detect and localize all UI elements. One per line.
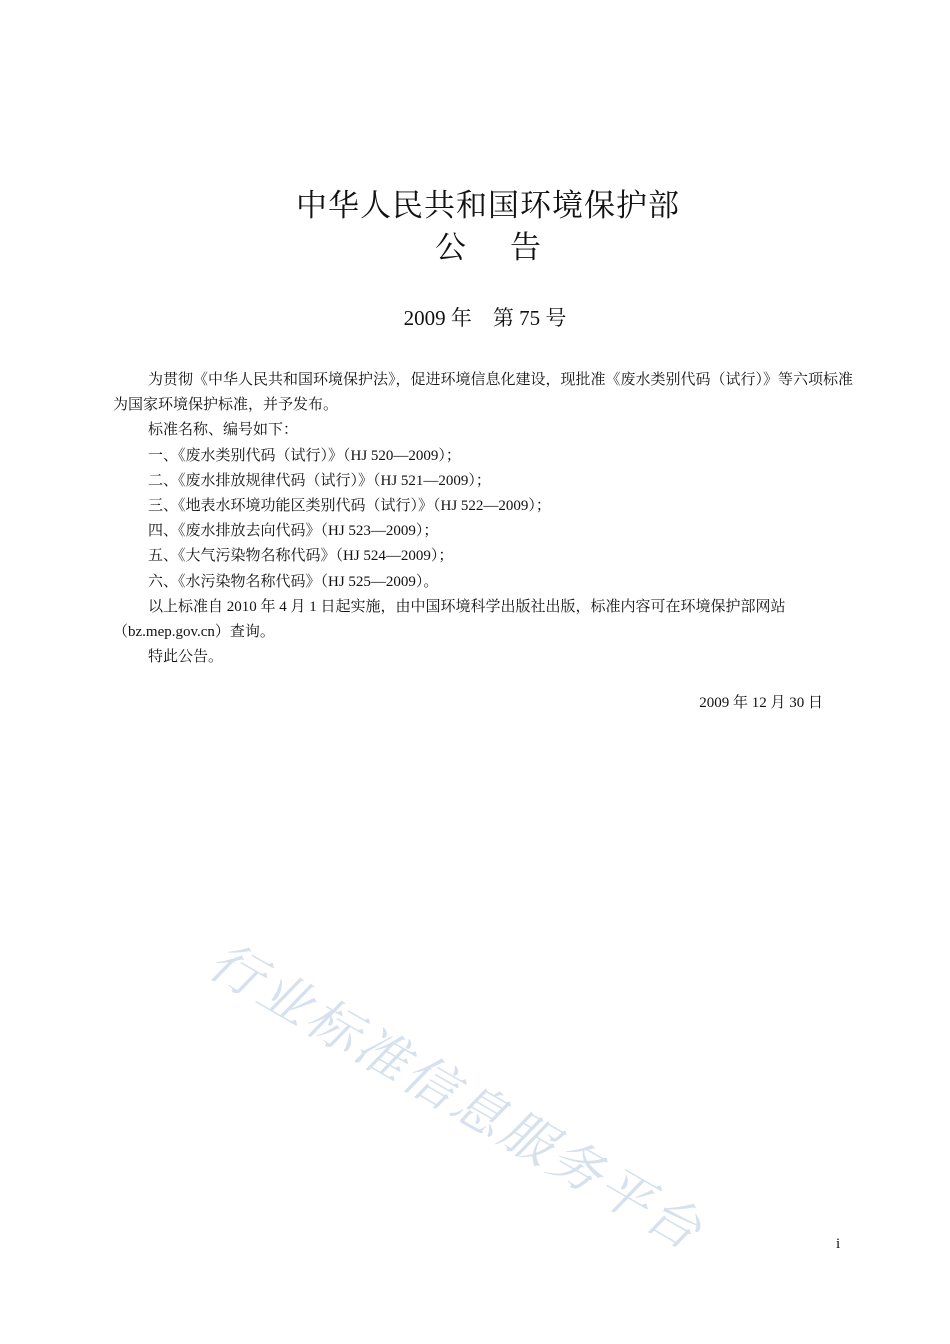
list-item: 四、《废水排放去向代码》（HJ 523—2009）； bbox=[148, 523, 439, 540]
list-item: 一、《废水类别代码（试行）》（HJ 520—2009）； bbox=[148, 447, 461, 464]
announcement-body bbox=[113, 368, 863, 670]
list-item: 三、《地表水环境功能区类别代码（试行）》（HJ 522—2009）； bbox=[148, 498, 551, 515]
list-heading: 标准名称、编号如下： bbox=[148, 422, 299, 439]
announcement-subtitle bbox=[0, 228, 950, 268]
page-number: i bbox=[836, 1236, 841, 1252]
list-item: 二、《废水排放规律代码（试行）》（HJ 521—2009）； bbox=[148, 472, 491, 489]
watermark: 行业标准信息服务平台 bbox=[198, 931, 714, 1264]
intro-paragraph: 为贯彻《中华人民共和国环境保护法》，促进环境信息化建设，现批准《废水类别代码（试行）》等六项标准为国家环境保护标准，并予发布。 bbox=[113, 372, 854, 414]
list-item: 六、《水污染物名称代码》（HJ 525—2009）。 bbox=[148, 573, 439, 590]
closing-line: 特此公告。 bbox=[148, 649, 224, 666]
subtitle-right-char: 告 bbox=[510, 230, 541, 265]
page-title: 中华人民共和国环境保护部 bbox=[296, 188, 680, 223]
implementation-paragraph: 以上标准自 2010 年 4 月 1 日起实施，由中国环境科学出版社出版，标准内容可在环境保护部网站（bz.mep.gov.cn）查询。 bbox=[113, 598, 786, 641]
document-number: 2009 年 第 75 号 bbox=[403, 306, 567, 330]
subtitle-left-char: 公 bbox=[435, 230, 466, 265]
announcement-date: 2009 年 12 月 30 日 bbox=[699, 695, 823, 711]
list-item: 五、《大气污染物名称代码》（HJ 524—2009）； bbox=[148, 548, 454, 565]
